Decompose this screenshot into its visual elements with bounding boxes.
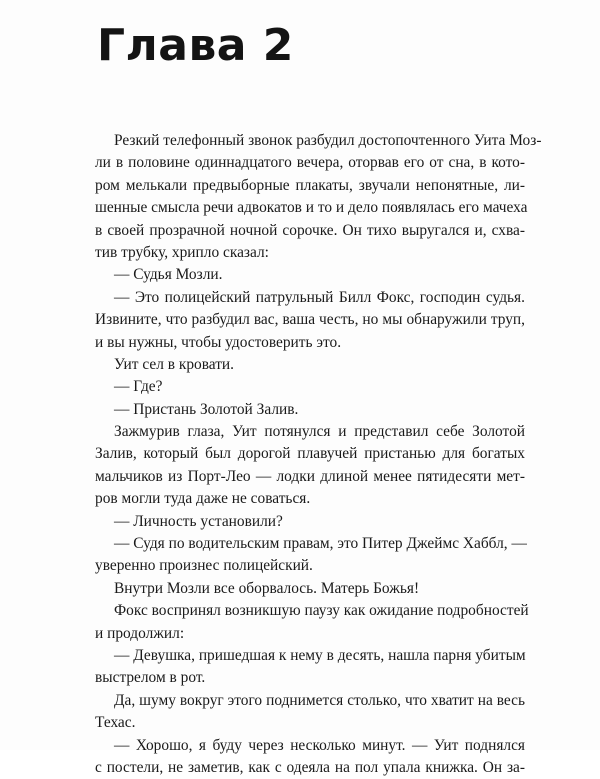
text-line: Техас. [95, 714, 136, 732]
text-line: ли в половине одиннадцатого вечера, оторвав его от сна, в кото- [95, 154, 525, 172]
text-line: Резкий телефонный звонок разбудил достопочтенного Уита Моз- [114, 132, 542, 149]
text-line: ром мелькали предвыборные плакаты, звучали непонятные, ли- [95, 176, 525, 194]
text-line: — Личность установили? [114, 512, 283, 530]
text-line: мальчиков из Порт-Лео — лодки длиной менее пятидесяти мет- [95, 467, 525, 485]
text-line: — Девушка, пришедшая к нему в десять, нашла парня убитым [114, 646, 526, 664]
text-line: уверенно произнес полицейский. [95, 557, 313, 575]
text-line: ров могли туда даже не соваться. [95, 490, 311, 508]
text-line: с постели, не заметив, как с одеяла на пол упала книжка. Он за- [95, 758, 525, 776]
text-line: в своей прозрачной ночной сорочке. Он тихо выругался и, схва- [95, 221, 525, 239]
text-line: выстрелом в рот. [95, 669, 206, 687]
text-line: — Судя по водительским правам, это Питер Джеймс Хаббл, — [114, 535, 527, 553]
text-line: Фокс воспринял возникшую паузу как ожидание подробностей [114, 602, 529, 620]
text-line: Залив, который был дорогой плавучей пристанью для богатых [95, 445, 525, 463]
chapter-body [95, 130, 542, 779]
text-line: шенные смысла речи адвокатов и то и дело появлялась его мачеха [95, 199, 528, 217]
text-line: и вы нужны, чтобы удостоверить это. [95, 333, 342, 351]
text-line: тив трубку, хрипло сказал: [95, 243, 269, 261]
text-line: — Судья Мозли. [114, 266, 223, 284]
text-line: Извините, что разбудил вас, ваша честь, но мы обнаружили труп, [95, 311, 525, 329]
text-line: Внутри Мозли все оборвалось. Матерь Божья! [114, 579, 420, 597]
text-line: Уит сел в кровати. [114, 355, 235, 373]
text-line: Зажмурив глаза, Уит потянулся и представил себе Золотой [114, 423, 525, 441]
text-line: — Это полицейский патрульный Билл Фокс, господин судья. [114, 288, 525, 306]
text-line: и продолжил: [95, 624, 185, 642]
chapter-title: Глава 2 [97, 20, 294, 71]
text-line: — Хорошо, я буду через несколько минут. — Уит поднялся [114, 736, 525, 754]
text-line: — Где? [114, 378, 163, 396]
text-line: — Пристань Золотой Залив. [114, 400, 299, 418]
text-line: Да, шуму вокруг этого поднимется столько, что хватит на весь [114, 691, 525, 709]
